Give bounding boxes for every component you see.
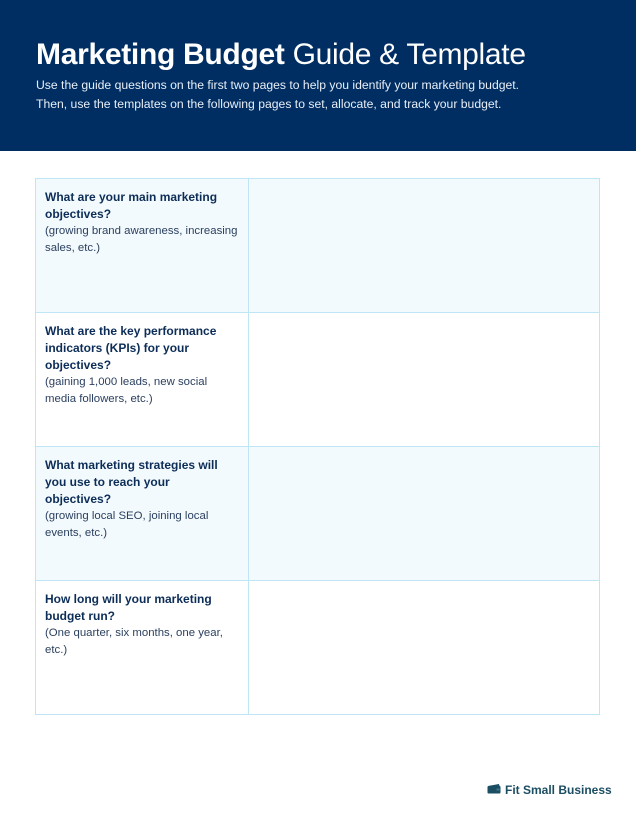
guide-questions-table — [35, 178, 600, 715]
header-banner — [0, 0, 636, 151]
answer-cell[interactable] — [249, 179, 599, 312]
question-text: What are the key performance indicators (KPIs) for your objectives? — [45, 324, 217, 372]
table-row — [36, 447, 599, 581]
question-hint: (growing brand awareness, increasing sales, etc.) — [45, 225, 238, 254]
question-text: How long will your marketing budget run? — [45, 592, 212, 623]
page-title — [36, 38, 526, 72]
question-cell — [36, 581, 249, 714]
question-cell — [36, 313, 249, 446]
table-row — [36, 179, 599, 313]
brand-logo — [487, 783, 612, 797]
question-text: What marketing strategies will you use to reach your objectives? — [45, 458, 218, 506]
question-hint: (One quarter, six months, one year, etc.) — [45, 627, 223, 656]
subtitle-line-2: Then, use the templates on the following pages to set, allocate, and track your budget. — [36, 97, 502, 111]
title-light: Guide & Template — [292, 38, 526, 71]
table-row — [36, 313, 599, 447]
answer-cell[interactable] — [249, 581, 599, 714]
subtitle-line-1: Use the guide questions on the first two pages to help you identify your marketing budget. — [36, 78, 520, 92]
answer-cell[interactable] — [249, 447, 599, 580]
question-cell — [36, 179, 249, 312]
question-hint: (gaining 1,000 leads, new social media followers, etc.) — [45, 376, 208, 405]
title-bold: Marketing Budget — [36, 38, 285, 71]
page-subtitle — [36, 76, 519, 114]
table-row — [36, 581, 599, 714]
question-cell — [36, 447, 249, 580]
question-text: What are your main marketing objectives? — [45, 190, 218, 221]
brand-name: Fit Small Business — [505, 783, 612, 797]
answer-cell[interactable] — [249, 313, 599, 446]
question-hint: (growing local SEO, joining local events, etc.) — [45, 510, 209, 539]
briefcase-icon — [487, 783, 501, 797]
